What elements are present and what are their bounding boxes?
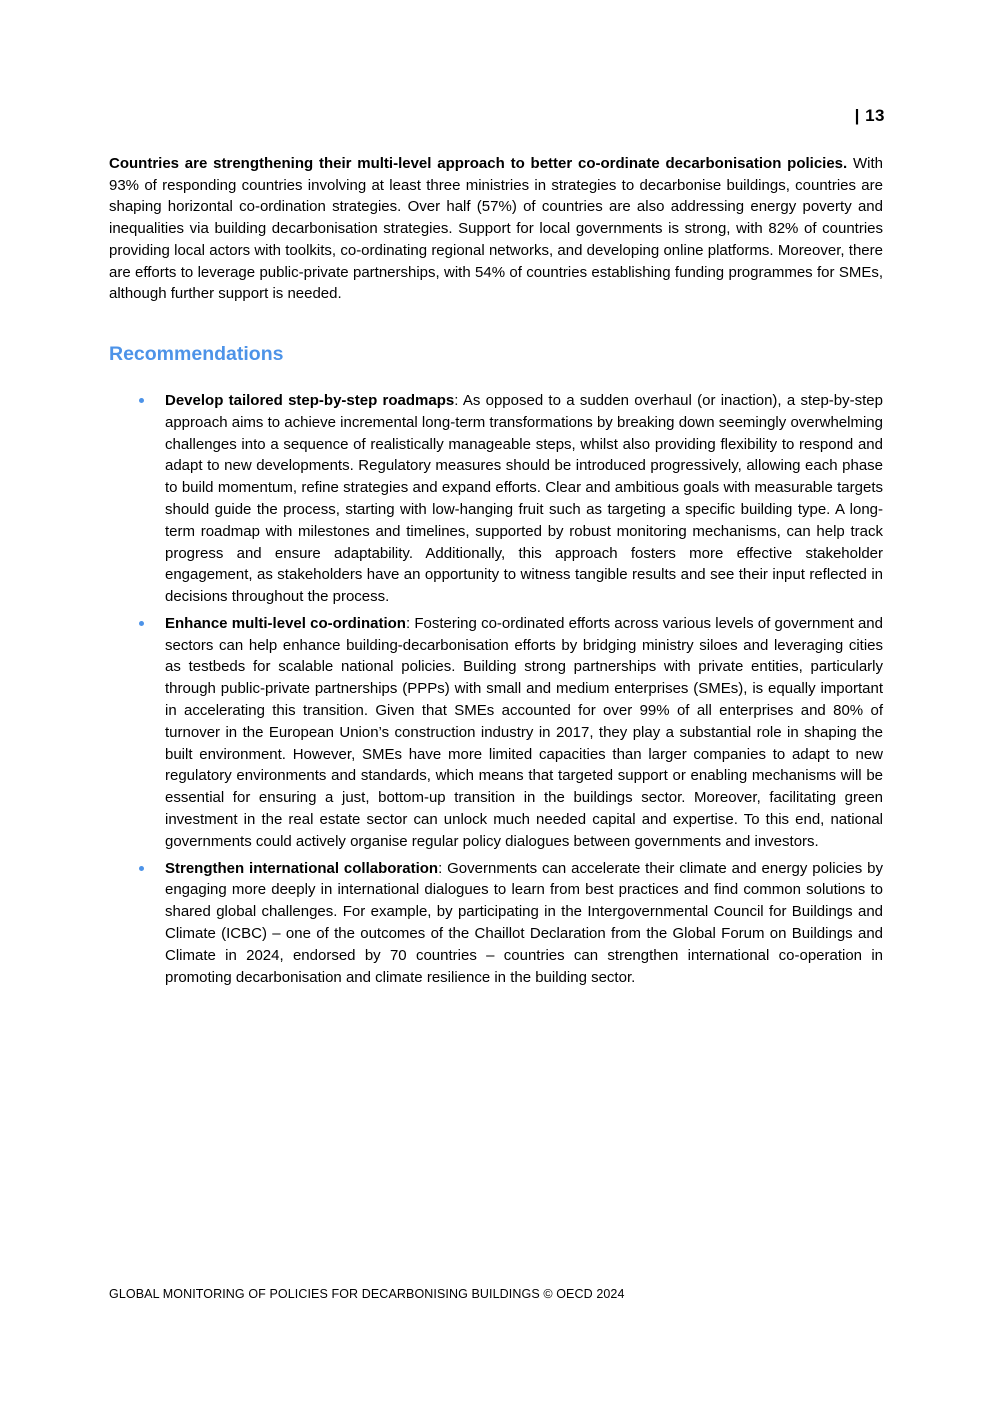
bullet-icon xyxy=(139,866,144,871)
bullet-icon xyxy=(139,621,144,626)
intro-paragraph xyxy=(109,153,883,305)
recommendation-title: Strengthen international collaboration xyxy=(165,859,439,877)
page-footer: GLOBAL MONITORING OF POLICIES FOR DECARBONISING BUILDINGS © OECD 2024 xyxy=(109,1287,625,1301)
recommendations-list xyxy=(109,390,883,989)
recommendation-title: Develop tailored step-by-step roadmaps xyxy=(165,391,455,409)
recommendation-text: : Fostering co-ordinated efforts across various levels of government and sectors can help enhance building-decarbonisation efforts by bridging ministry siloes and leveraging cities as testbeds for scalable national policies. Building strong partnerships with private entities, particularly through public-private partnerships (PPPs) with small and medium enterprises (SMEs), is equally important in accelerating this transition. Given that SMEs accounted for over 99% of all enterprises and 80% of turnover in the European Union’s construction industry in 2017, they play a substantial role in shaping the built environment. However, SMEs have more limited capacities than larger companies to adapt to new regulatory environments and standards, which means that targeted support or enabling mechanisms will be essential for ensuring a just, bottom-up transition in the buildings sector. Moreover, facilitating green investment in the real estate sector can unlock much needed capital and expertise. To this end, national governments could actively organise regular policy dialogues between governments and investors. xyxy=(165,614,883,850)
main-content xyxy=(109,153,883,993)
recommendations-heading: Recommendations xyxy=(109,342,284,365)
recommendation-item-coordination xyxy=(109,613,883,853)
recommendation-title: Enhance multi-level co-ordination xyxy=(165,614,406,632)
intro-lead: Countries are strengthening their multi-level approach to better co-ordinate decarbonisation policies. xyxy=(109,155,848,172)
intro-body: With 93% of responding countries involving at least three ministries in strategies to decarbonise buildings, countries are shaping horizontal co-ordination strategies. Over half (57%) of countries are also addressing energy poverty and inequalities via building decarbonisation strategies. Support for local governments is strong, with 82% of countries providing local actors with toolkits, co-ordinating regional networks, and developing online platforms. Moreover, there are efforts to leverage public-private partnerships, with 54% of countries establishing funding programmes for SMEs, although further support is needed. xyxy=(109,155,883,303)
recommendation-text: : Governments can accelerate their climate and energy policies by engaging more deeply in international dialogues to learn from best practices and find common solutions to shared global challenges. For example, by participating in the Intergovernmental Council for Buildings and Climate (ICBC) – one of the outcomes of the Chaillot Declaration from the Global Forum on Buildings and Climate in 2024, endorsed by 70 countries – countries can strengthen international co-operation in promoting decarbonisation and climate resilience in the building sector. xyxy=(165,859,883,986)
page-number: | 13 xyxy=(854,106,885,125)
recommendation-item-collaboration xyxy=(109,858,883,989)
recommendation-item-roadmaps xyxy=(109,390,883,608)
bullet-icon xyxy=(139,398,144,403)
recommendation-text: : As opposed to a sudden overhaul (or inaction), a step-by-step approach aims to achieve incremental long-term transformations by breaking down seemingly overwhelming challenges into a sequence of realistically manageable steps, whilst also providing flexibility to respond and adapt to new developments. Regulatory measures should be introduced progressively, allowing each phase to build momentum, refine strategies and expand efforts. Clear and ambitious goals with measurable targets should guide the process, starting with low-hanging fruit such as targeting a specific building type. A long-term roadmap with milestones and timelines, supported by robust monitoring mechanisms, can help track progress and ensure adaptability. Additionally, this approach fosters more effective stakeholder engagement, as stakeholders have an opportunity to witness tangible results and see their input reflected in decisions throughout the process. xyxy=(165,391,883,606)
